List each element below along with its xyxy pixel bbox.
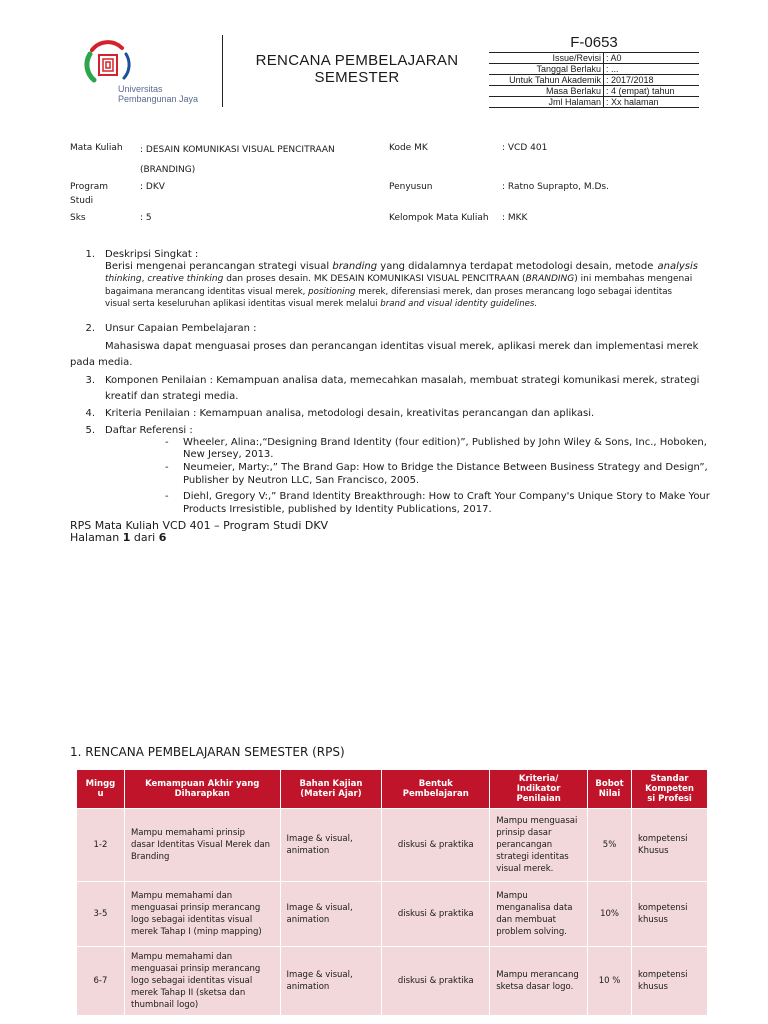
header-bobot	[588, 770, 632, 809]
section-2-line2: pada media.	[70, 357, 133, 368]
text: khusus	[638, 915, 668, 925]
section-1-number: 1.	[85, 249, 95, 260]
reference-line: Products Irresistible, published by Identity Publications, 2017.	[183, 504, 492, 515]
cell-kriteria	[490, 882, 588, 947]
section-5-number: 5.	[85, 425, 95, 436]
text: Mampu	[496, 891, 528, 901]
header-standar	[632, 770, 708, 809]
cell-bentuk: diskusi & praktika	[382, 809, 490, 882]
text: Khusus	[638, 846, 669, 856]
cell-kemampuan	[124, 809, 280, 882]
section-1-title: Deskripsi Singkat :	[105, 249, 199, 260]
document-meta-table	[489, 52, 699, 108]
text: Penilaian	[516, 794, 561, 804]
reference-line: New Jersey, 2013.	[183, 449, 274, 460]
title-line1: RENCANA PEMBELAJARAN	[255, 52, 459, 69]
cell-standar	[632, 947, 708, 1016]
meta-row	[489, 53, 699, 64]
text: Mampu menguasai	[496, 816, 578, 826]
text: Branding	[130, 852, 170, 862]
text: yang didalamnya terdapat metodologi desain, metode	[377, 261, 654, 272]
rps-table	[76, 769, 708, 1016]
header-minggu	[77, 770, 125, 809]
program-value: : DKV	[140, 182, 165, 192]
reference-line: Diehl, Gregory V:,” Brand Identity Breakthrough: How to Craft Your Company's Unique Story to Make Your	[183, 491, 710, 502]
meta-value: : A0	[604, 53, 700, 64]
text: Kompeten	[645, 784, 694, 794]
rps-section-title: 1. RENCANA PEMBELAJARAN SEMESTER (RPS)	[70, 745, 345, 759]
cell-bentuk: diskusi & praktika	[382, 947, 490, 1016]
table-row	[77, 809, 708, 882]
text: logo sebagai identitas visual	[130, 976, 253, 986]
table-row	[77, 947, 708, 1016]
text: Halaman	[70, 531, 123, 544]
text: Kemampuan Akhir yang	[145, 779, 260, 789]
text: menganalisa data	[496, 903, 573, 913]
cell-kemampuan	[124, 947, 280, 1016]
cell-standar	[632, 809, 708, 882]
cell-kriteria	[490, 947, 588, 1016]
penyusun-value: : Ratno Suprapto, M.Ds.	[502, 182, 609, 192]
cell-bobot: 5%	[588, 809, 632, 882]
cell-minggu: 1-2	[77, 809, 125, 882]
cell-kemampuan	[124, 882, 280, 947]
text: visual merek.	[496, 864, 554, 874]
text: ,	[141, 274, 148, 284]
penyusun-label: Penyusun	[389, 182, 433, 192]
section-3-number: 3.	[85, 375, 95, 386]
meta-key: Masa Berlaku	[489, 86, 604, 97]
text: merek Tahap II (sketsa dan	[130, 988, 246, 998]
text: dasar Identitas Visual Merek dan	[130, 840, 271, 850]
text: Nilai	[598, 789, 621, 799]
cell-kriteria	[490, 809, 588, 882]
text: Diharapkan	[174, 789, 230, 799]
section-4-line1: Kriteria Penilaian : Kemampuan analisa, metodologi desain, kreativitas perancangan dan aplikasi.	[105, 408, 595, 419]
kelompok-label: Kelompok Mata Kuliah	[389, 213, 489, 223]
text: Standar	[650, 774, 689, 784]
text-italic: analysis	[657, 261, 698, 272]
mata-kuliah-label: Mata Kuliah	[70, 143, 123, 153]
section-1-line1	[105, 261, 698, 273]
meta-key: Jml Halaman	[489, 97, 604, 108]
section-2-number: 2.	[85, 323, 95, 334]
text: problem solving.	[496, 927, 567, 937]
text: Mingg	[85, 779, 116, 789]
cell-standar	[632, 882, 708, 947]
meta-key: Tanggal Berlaku	[489, 64, 604, 75]
meta-value: : 2017/2018	[604, 75, 700, 86]
header-bahan	[280, 770, 382, 809]
form-code: F-0653	[570, 34, 618, 51]
kelompok-value: : MKK	[502, 213, 528, 223]
section-5-title: Daftar Referensi :	[105, 425, 193, 436]
sks-label: Sks	[70, 213, 86, 223]
text: merek Tahap I (minp mapping)	[130, 927, 262, 937]
text: kompetensi	[638, 970, 688, 980]
page-footer-course: RPS Mata Kuliah VCD 401 – Program Studi DKV	[70, 519, 329, 532]
sks-value: : 5	[140, 213, 152, 223]
text: merek, diferensiasi merek, dan proses merancang logo sebagai identitas	[355, 287, 672, 297]
meta-key: Issue/Revisi	[489, 53, 604, 64]
program-label-cont: Studi	[70, 196, 94, 206]
text: Image & visual,	[286, 834, 353, 844]
text-italic: brand and visual identity guidelines.	[380, 299, 538, 309]
text: strategi identitas	[496, 852, 569, 862]
page-total: 6	[158, 531, 167, 544]
text-italic: BRANDING	[525, 274, 575, 284]
text-italic: positioning	[308, 287, 356, 297]
text: si Profesi	[647, 794, 692, 804]
text-italic: creative thinking	[147, 274, 224, 284]
mata-kuliah-value: : DESAIN KOMUNIKASI VISUAL PENCITRAAN	[140, 145, 335, 155]
cell-bahan	[280, 882, 382, 947]
text: Mampu memahami dan	[130, 952, 233, 962]
document-title	[232, 52, 482, 86]
text: Bobot	[595, 779, 624, 789]
text: Bahan Kajian	[299, 779, 363, 789]
page-current: 1	[122, 531, 131, 544]
meta-key: Untuk Tahun Akademik	[489, 75, 604, 86]
logo-text-line2: Pembangunan Jaya	[118, 94, 199, 104]
text: kompetensi	[638, 834, 688, 844]
university-logo	[82, 40, 212, 106]
section-2-line1: Mahasiswa dapat menguasai proses dan perancangan identitas visual merek, aplikasi merek dan implementasi merek	[105, 341, 699, 352]
reference-line: Wheeler, Alina:,“Designing Brand Identity (four edition)”, Published by John Wiley & Sons, Inc., Hoboken,	[183, 437, 707, 448]
text: Mampu memahami prinsip	[130, 828, 246, 838]
section-2-title: Unsur Capaian Pembelajaran :	[105, 323, 257, 334]
text: animation	[286, 915, 330, 925]
text: sketsa dasar logo.	[496, 982, 574, 992]
title-line2: SEMESTER	[314, 69, 400, 86]
section-1-line2	[105, 273, 698, 285]
text: Bentuk	[418, 779, 453, 789]
text: Image & visual,	[286, 903, 353, 913]
section-1-line4	[105, 298, 537, 310]
text: thumbnail logo)	[130, 1000, 199, 1010]
text: Indikator	[516, 784, 561, 794]
text-italic: branding	[332, 261, 378, 272]
text: ) ini membahas mengenai	[574, 274, 693, 284]
meta-row	[489, 97, 699, 108]
text: (Materi Ajar)	[300, 789, 362, 799]
text: kompetensi	[638, 903, 688, 913]
header-divider	[222, 35, 223, 107]
cell-minggu: 6-7	[77, 947, 125, 1016]
reference-dash: -	[165, 437, 169, 448]
section-3-line2: kreatif dan strategi media.	[105, 391, 239, 402]
text: khusus	[638, 982, 668, 992]
cell-bahan	[280, 947, 382, 1016]
table-header-row	[77, 770, 708, 809]
text: bagaimana merancang identitas visual merek,	[105, 287, 309, 297]
text: Mampu merancang	[496, 970, 579, 980]
cell-bobot: 10%	[588, 882, 632, 947]
meta-value: : ...	[604, 64, 700, 75]
text: dan membuat	[496, 915, 556, 925]
cell-bahan	[280, 809, 382, 882]
text: Mampu memahami dan	[130, 891, 233, 901]
mata-kuliah-value-cont: (BRANDING)	[140, 165, 196, 175]
text: prinsip dasar	[496, 828, 552, 838]
text: dan proses desain. MK DESAIN KOMUNIKASI VISUAL PENCITRAAN (	[223, 274, 526, 284]
page-footer-number	[70, 531, 166, 544]
header-bentuk	[382, 770, 490, 809]
text: visual serta keseluruhan aplikasi identitas visual merek melalui	[105, 299, 381, 309]
text: menguasai prinsip merancang	[130, 903, 261, 913]
section-4-number: 4.	[85, 408, 95, 419]
meta-value: : 4 (empat) tahun	[604, 86, 700, 97]
text: Berisi mengenai perancangan strategi visual	[105, 261, 333, 272]
kode-mk-label: Kode MK	[389, 143, 428, 153]
text: Pembelajaran	[402, 789, 469, 799]
section-1-line3	[105, 286, 698, 298]
text: animation	[286, 982, 330, 992]
cell-bobot: 10 %	[588, 947, 632, 1016]
reference-line: Publisher by Neutron LLC, San Francisco, 2005.	[183, 475, 420, 486]
text-italic: thinking	[105, 274, 142, 284]
meta-row	[489, 64, 699, 75]
text: logo sebagai identitas visual	[130, 915, 253, 925]
table-row	[77, 882, 708, 947]
text: perancangan	[496, 840, 553, 850]
cell-bentuk: diskusi & praktika	[382, 882, 490, 947]
text: dari	[130, 531, 159, 544]
section-3-line1: Komponen Penilaian : Kemampuan analisa data, memecahkan masalah, membuat strategi komunikasi merek, strategi	[105, 375, 700, 386]
reference-dash: -	[165, 491, 169, 502]
header-kriteria	[490, 770, 588, 809]
meta-row	[489, 86, 699, 97]
text: animation	[286, 846, 330, 856]
cell-minggu: 3-5	[77, 882, 125, 947]
program-label: Program	[70, 182, 108, 192]
logo-text-line1: Universitas	[118, 84, 163, 94]
text: Kriteria/	[518, 774, 559, 784]
kode-mk-value: : VCD 401	[502, 143, 548, 153]
meta-row	[489, 75, 699, 86]
meta-value: : Xx halaman	[604, 97, 700, 108]
reference-line: Neumeier, Marty:,” The Brand Gap: How to Bridge the Distance Between Business Strategy and Design”,	[183, 462, 708, 473]
header-kemampuan	[124, 770, 280, 809]
text: u	[97, 789, 104, 799]
text: Image & visual,	[286, 970, 353, 980]
reference-dash: -	[165, 462, 169, 473]
text: menguasai prinsip merancang	[130, 964, 261, 974]
